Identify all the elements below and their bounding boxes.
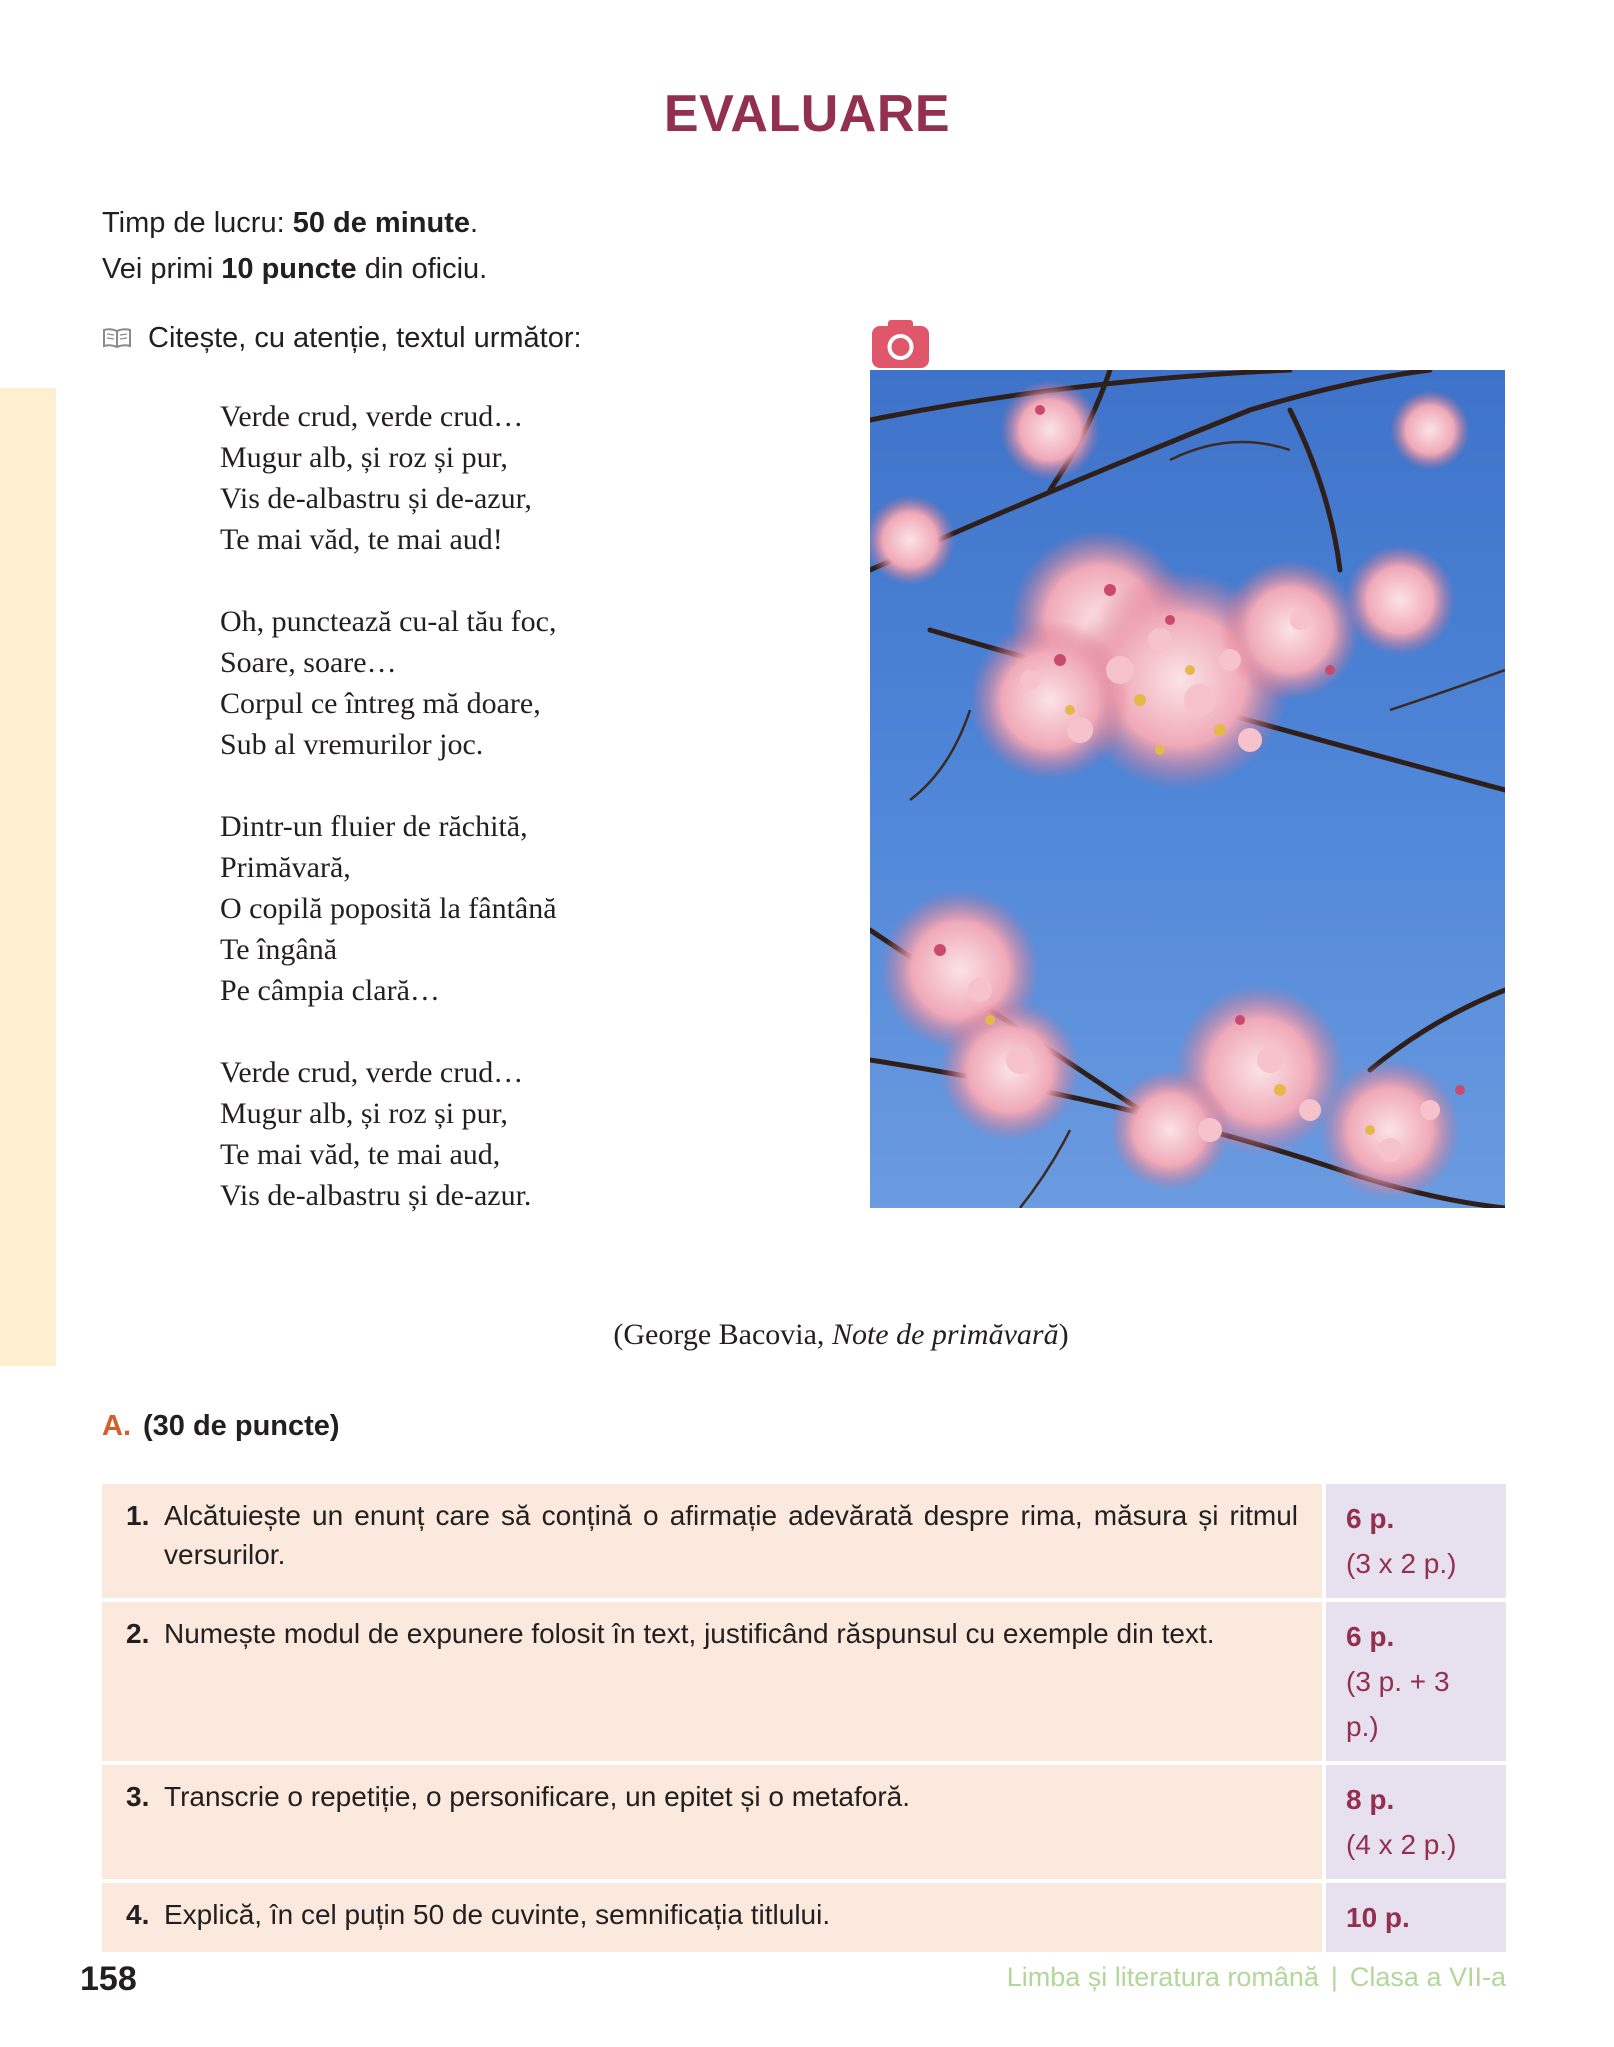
poem-line: Te mai văd, te mai aud, (220, 1138, 501, 1171)
poem-line: Vis de-albastru și de-azur. (220, 1179, 532, 1212)
footer (1007, 1962, 1506, 1993)
task-number: 4. (126, 1899, 150, 1930)
task-text-cell (102, 1765, 1322, 1879)
task-points-cell (1326, 1765, 1506, 1879)
task-number: 1. (126, 1500, 150, 1531)
time-end: . (470, 207, 479, 239)
task-number: 3. (126, 1781, 150, 1812)
poem-line: Primăvară, (220, 851, 351, 884)
bonus-value: 10 puncte (221, 253, 357, 285)
blossom-photo-art (870, 370, 1505, 1208)
poem-line: Verde crud, verde crud… (220, 400, 524, 433)
section-points: (30 de puncte) (143, 1410, 340, 1442)
task-points: 6 p. (1346, 1503, 1395, 1534)
poem-stanza (220, 1052, 557, 1216)
task-row (102, 1602, 1506, 1761)
time-label: Timp de lucru: (102, 207, 293, 239)
task-text: Transcrie o repetiție, o personificare, un epitet și o metaforă. (164, 1781, 910, 1812)
poem-stanza (220, 806, 557, 1011)
task-points-cell (1326, 1484, 1506, 1598)
poem-line: Sub al vremurilor joc. (220, 728, 484, 761)
poem-line: Te îngână (220, 933, 338, 966)
footer-grade: Clasa a VII-a (1349, 1962, 1506, 1992)
poem-line: Soare, soare… (220, 646, 397, 679)
bonus-info (102, 246, 487, 292)
source-title: Note de primăvară (831, 1318, 1059, 1351)
poem-line: Verde crud, verde crud… (220, 1056, 524, 1089)
poem-line: O copilă poposită la fântână (220, 892, 557, 925)
blossom-photo (870, 370, 1505, 1208)
poem (220, 396, 557, 1216)
task-text: Explică, în cel puțin 50 de cuvinte, semnificația titlului. (164, 1899, 831, 1930)
task-text-cell (102, 1602, 1322, 1761)
page-number: 158 (80, 1960, 137, 1998)
task-points-cell (1326, 1883, 1506, 1952)
poem-line: Vis de-albastru și de-azur, (220, 482, 532, 515)
poem-line: Mugur alb, și roz și pur, (220, 1097, 508, 1130)
instruction-text: Citește, cu atenție, textul următor: (148, 322, 582, 354)
task-row (102, 1484, 1506, 1598)
task-points: 8 p. (1346, 1784, 1395, 1815)
task-breakdown: (3 p. + 3 p.) (1346, 1666, 1450, 1742)
task-points-cell (1326, 1602, 1506, 1761)
side-strip (0, 388, 56, 1366)
task-table (102, 1484, 1506, 1956)
poem-line: Pe câmpia clară… (220, 974, 440, 1007)
source-author: (George Bacovia, (613, 1318, 832, 1351)
reading-instruction (102, 318, 582, 358)
poem-stanza (220, 601, 557, 765)
page-title: EVALUARE (663, 85, 951, 143)
poem-stanza (220, 396, 557, 560)
footer-subject: Limba și literatura română (1006, 1962, 1319, 1992)
task-breakdown: (3 x 2 p.) (1346, 1548, 1457, 1579)
camera-icon (872, 318, 929, 368)
poem-line: Corpul ce întreg mă doare, (220, 687, 541, 720)
bonus-end: din oficiu. (356, 253, 488, 285)
task-number: 2. (126, 1618, 150, 1649)
source-end: ) (1058, 1318, 1069, 1351)
poem-source (0, 1318, 1614, 1352)
poem-line: Oh, punctează cu-al tău foc, (220, 605, 557, 638)
task-breakdown: (4 x 2 p.) (1346, 1829, 1457, 1860)
bonus-label: Vei primi (102, 253, 222, 285)
task-text-cell (102, 1883, 1322, 1952)
poem-line: Mugur alb, și roz și pur, (220, 441, 508, 474)
task-text: Numește modul de expunere folosit în text, justificând răspunsul cu exemple din text. (164, 1618, 1215, 1649)
work-info (102, 200, 487, 292)
section-letter: A. (102, 1410, 131, 1442)
open-book-icon (102, 326, 132, 350)
task-text-cell (102, 1484, 1322, 1598)
poem-line: Te mai văd, te mai aud! (220, 523, 503, 556)
task-row (102, 1765, 1506, 1879)
task-points: 6 p. (1346, 1621, 1395, 1652)
time-value: 50 de minute (292, 207, 470, 239)
task-row (102, 1883, 1506, 1952)
footer-separator: | (1330, 1962, 1338, 1992)
task-text: Alcătuiește un enunț care să conțină o afirmație adevărată despre rima, măsura și ritmul versurilor. (164, 1500, 1298, 1570)
task-points: 10 p. (1346, 1902, 1410, 1933)
time-info (102, 200, 487, 246)
section-a-heading (102, 1410, 340, 1443)
poem-line: Dintr-un fluier de răchită, (220, 810, 528, 843)
